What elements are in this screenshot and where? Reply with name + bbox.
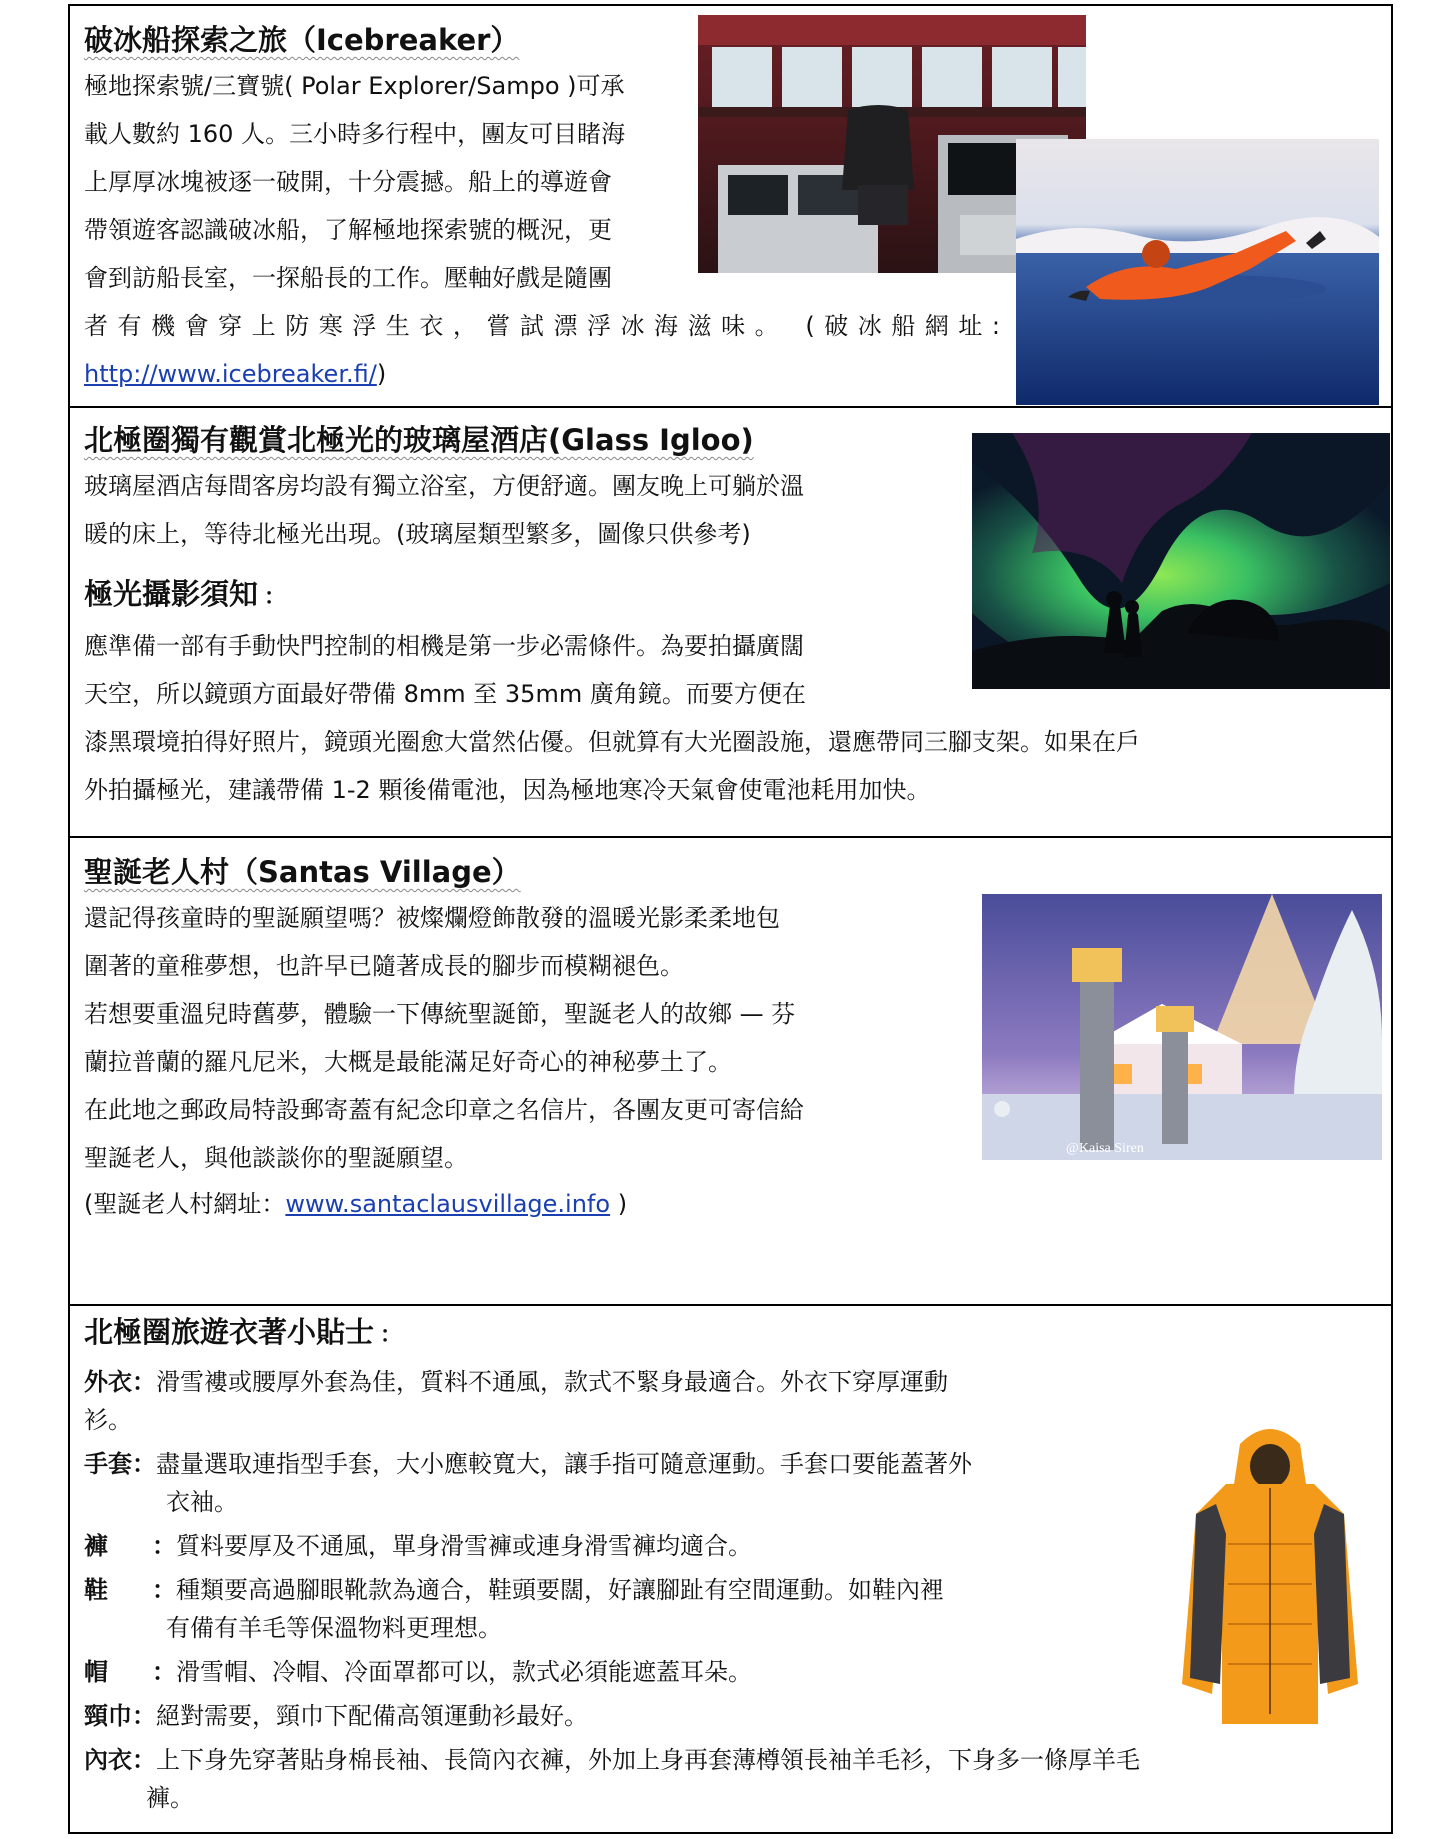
- tip-label: 頸巾：: [84, 1702, 156, 1730]
- igloo-line: 玻璃屋酒店每間客房均設有獨立浴室，方便舒適。團友晚上可躺於溫: [84, 472, 804, 500]
- tip-text: 絕對需要，頸巾下配備高領運動衫最好。: [156, 1702, 588, 1730]
- tip-label: 褲: [84, 1532, 108, 1560]
- tip-label: 外衣：: [84, 1368, 156, 1396]
- santa-line: 若想要重溫兒時舊夢，體驗一下傳統聖誕節，聖誕老人的故鄉 — 芬: [84, 1000, 796, 1028]
- document-page: [68, 4, 1393, 1834]
- tip-item-underwear: [84, 1738, 1140, 1782]
- santa-line: 圍著的童稚夢想，也許早已隨著成長的腳步而模糊褪色。: [84, 952, 684, 980]
- link-suffix: ): [376, 360, 387, 388]
- icebreaker-line: 極地探索號/三寶號( Polar Explorer/Sampo )可承: [84, 72, 625, 100]
- clothing-list: [84, 1360, 1140, 1820]
- ice-floating-photo: [1016, 139, 1379, 405]
- photo-tips-subtitle: [84, 576, 286, 616]
- tip-sep: ：: [152, 1658, 176, 1686]
- icebreaker-section: [70, 6, 1391, 406]
- tip-label: 手套：: [84, 1450, 156, 1478]
- tip-cont: 衣袖。: [166, 1488, 238, 1516]
- tip-cont: 有備有羊毛等保溫物料更理想。: [166, 1614, 502, 1642]
- tip-label: 帽: [84, 1658, 108, 1686]
- subtitle-colon: ：: [264, 585, 287, 610]
- icebreaker-link[interactable]: http://www.icebreaker.fi/: [84, 360, 377, 388]
- clothing-section: [70, 1304, 1391, 1834]
- santa-link-suffix: ): [610, 1190, 628, 1218]
- igloo-line: 暖的床上，等待北極光出現。(玻璃屋類型繁多，圖像只供參考): [84, 520, 751, 548]
- icebreaker-line: 會到訪船長室，一探船長的工作。壓軸好戲是隨團: [84, 264, 612, 292]
- santa-line: 聖誕老人，與他談談你的聖誕願望。: [84, 1144, 468, 1172]
- photo-tips-line: 應準備一部有手動快門控制的相機是第一步必需條件。為要拍攝廣闊: [84, 632, 804, 660]
- clothing-title: [84, 1314, 402, 1354]
- santa-line: 蘭拉普蘭的羅凡尼米，大概是最能滿足好奇心的神秘夢土了。: [84, 1048, 732, 1076]
- photo-tips-subtitle-text: 極光攝影須知: [84, 577, 259, 611]
- tip-cont: 褲。: [146, 1784, 194, 1812]
- icebreaker-title: 破冰船探索之旅（Icebreaker）: [84, 23, 520, 57]
- photo-credit: @Kaisa Siren: [1066, 1141, 1144, 1156]
- santa-text: [84, 894, 804, 1182]
- igloo-title: 北極圈獨有觀賞北極光的玻璃屋酒店(Glass Igloo): [84, 423, 754, 457]
- tip-sep: ：: [152, 1576, 176, 1604]
- tip-text: 種類要高過腳眼靴款為適合，鞋頭要闊，好讓腳趾有空間運動。如鞋內裡: [176, 1576, 944, 1604]
- icebreaker-line: 帶領遊客認識破冰船，了解極地探索號的概況，更: [84, 216, 612, 244]
- igloo-text: [84, 462, 804, 558]
- clothing-title-colon: ：: [380, 1323, 403, 1348]
- tip-item-scarf: [84, 1694, 1140, 1738]
- icebreaker-text: [84, 62, 704, 302]
- tip-label: 鞋: [84, 1576, 108, 1604]
- santa-title: 聖誕老人村（Santas Village）: [84, 855, 521, 889]
- tip-sep: ：: [152, 1532, 176, 1560]
- santa-link[interactable]: www.santaclausvillage.info: [285, 1190, 611, 1218]
- igloo-section: [70, 406, 1391, 836]
- photo-tips-line: 漆黑環境拍得好照片，鏡頭光圈愈大當然佔優。但就算有大光圈設施，還應帶同三腳支架。如果在戶: [84, 728, 1140, 756]
- icebreaker-line: 載人數約 160 人。三小時多行程中，團友可目睹海: [84, 120, 626, 148]
- santa-line: 還記得孩童時的聖誕願望嗎？被燦爛燈飾散發的溫暖光影柔柔地包: [84, 904, 780, 932]
- icebreaker-line: 上厚厚冰塊被逐一破開，十分震撼。船上的導遊會: [84, 168, 612, 196]
- santa-section: [70, 836, 1391, 1304]
- tip-item-hat: [84, 1650, 1140, 1694]
- tip-label: 內衣：: [84, 1746, 156, 1774]
- photo-tips-line: 天空，所以鏡頭方面最好帶備 8mm 至 35mm 廣角鏡。而要方便在: [84, 680, 806, 708]
- aurora-photo: [972, 433, 1390, 689]
- clothing-title-text: 北極圈旅遊衣著小貼士: [84, 1315, 375, 1349]
- icebreaker-link-line: [84, 350, 386, 398]
- tip-cont: 衫。: [84, 1406, 132, 1434]
- tip-text: 質料要厚及不通風，單身滑雪褲或連身滑雪褲均適合。: [176, 1532, 752, 1560]
- santa-village-photo: [982, 894, 1382, 1160]
- santa-link-line: [84, 1182, 627, 1226]
- down-jacket-photo: [1170, 1414, 1370, 1734]
- icebreaker-justified-line: 者有機會穿上防寒浮生衣，嘗試漂浮冰海滋味。 (破冰船網址:: [84, 312, 1000, 340]
- tip-item-trousers: [84, 1524, 1140, 1568]
- tip-text: 盡量選取連指型手套，大小應較寬大，讓手指可隨意運動。手套口要能蓋著外: [156, 1450, 972, 1478]
- tip-text: 滑雪褸或腰厚外套為佳，質料不通風，款式不緊身最適合。外衣下穿厚運動: [156, 1368, 948, 1396]
- tip-text: 滑雪帽、冷帽、冷面罩都可以，款式必須能遮蓋耳朵。: [176, 1658, 752, 1686]
- santa-link-prefix: (聖誕老人村網址：: [84, 1190, 286, 1218]
- santa-line: 在此地之郵政局特設郵寄蓋有紀念印章之名信片，各團友更可寄信給: [84, 1096, 804, 1124]
- tip-text: 上下身先穿著貼身棉長袖、長筒內衣褲，外加上身再套薄樽領長袖羊毛衫，下身多一條厚羊毛: [156, 1746, 1140, 1774]
- photo-tips-line: 外拍攝極光，建議帶備 1-2 顆後備電池，因為極地寒冷天氣會使電池耗用加快。: [84, 776, 931, 804]
